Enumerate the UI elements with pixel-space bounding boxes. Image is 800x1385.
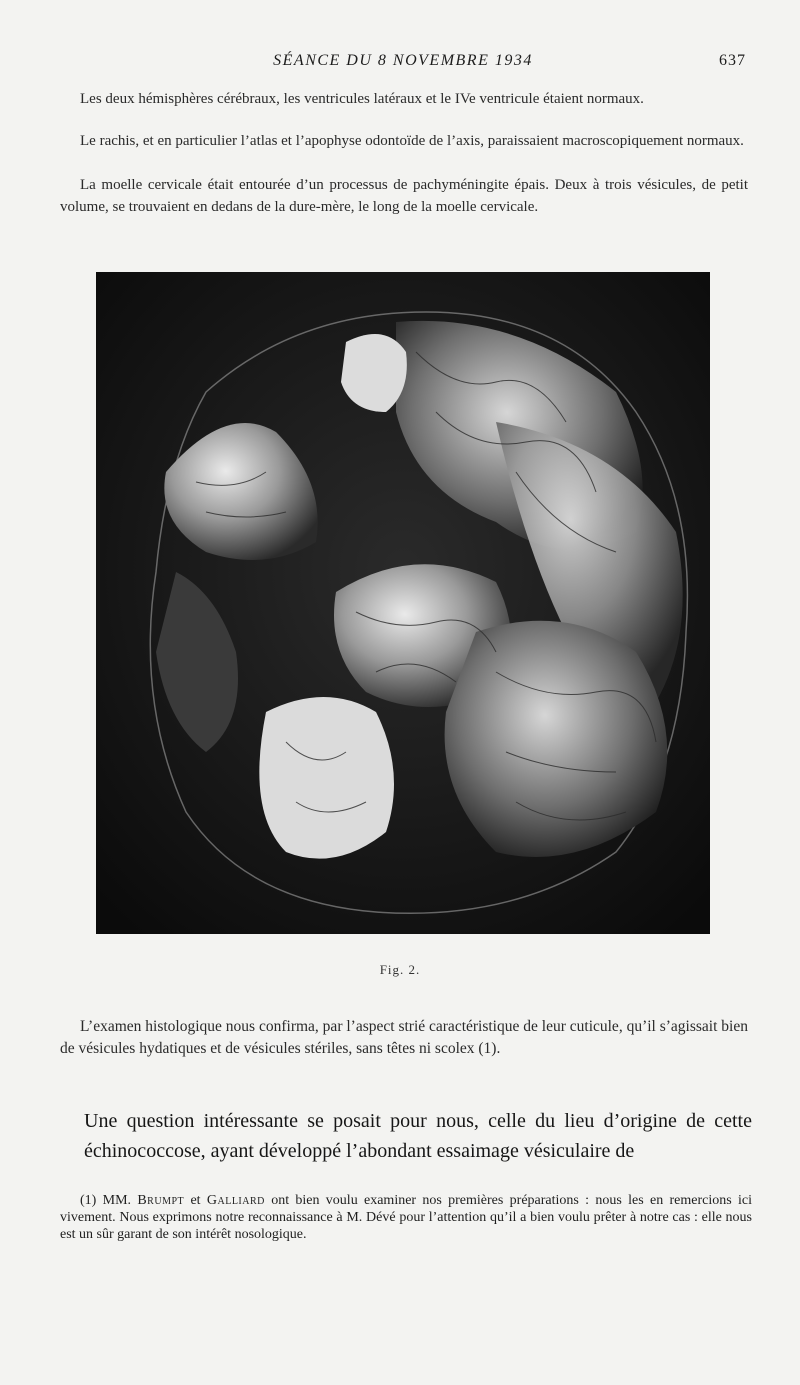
footnote-name-brumpt: Brumpt [137,1193,185,1208]
page-number: 637 [719,52,746,69]
paragraph-hemispheres: Les deux hémisphères cérébraux, les ventricules latéraux et le IVe ventricule étaient normaux. [80,91,644,107]
paragraph-moelle-cervicale: La moelle cervicale était entourée d’un processus de pachyméningite épais. Deux à trois vésicules, de petit volume, se trouvaient en dedans de la dure-mère, le long de la moelle cervicale. [60,177,748,215]
footnote-name-galliard: Galliard [206,1193,265,1208]
paragraph-rachis: Le rachis, et en particulier l’atlas et l’apophyse odontoïde de l’axis, paraissaient macroscopiquement normaux. [80,133,744,149]
running-head [60,50,746,74]
paragraph-examen-histologique: L’examen histologique nous confirma, par l’aspect strié caractéristique de leur cuticule, qu’il s’agissait bien de vésicules hydatiques et de vésicules stériles, sans têtes ni scolex (1). [60,1018,748,1057]
footnote-text-1: ont bien voulu examiner nos premières préparations : nous les en remercions ici vivement. Nous exprimons notre reconnaissance à M. [60,1193,752,1225]
footnote [60,1192,752,1243]
footnote-text-2: pour l’attention qu’il a bien voulu prêter à notre cas : elle nous est un sûr garant de son intérêt nosologique. [60,1210,753,1242]
photo-brain-vesicles [96,272,710,934]
running-title: SÉANCE DU 8 NOVEMBRE 1934 [273,52,533,69]
footnote-marker: (1) MM. [80,1193,132,1208]
figure-photograph [96,272,710,934]
paragraph-question-origine: Une question intéressante se posait pour nous, celle du lieu d’origine de cette échinococcose, ayant développé l’abondant essaimage vésiculaire de [84,1110,752,1162]
footnote-conjunction: et [190,1193,201,1208]
figure-caption: Fig. 2. [379,962,421,977]
footnote-name-deve: Dévé [366,1210,396,1225]
